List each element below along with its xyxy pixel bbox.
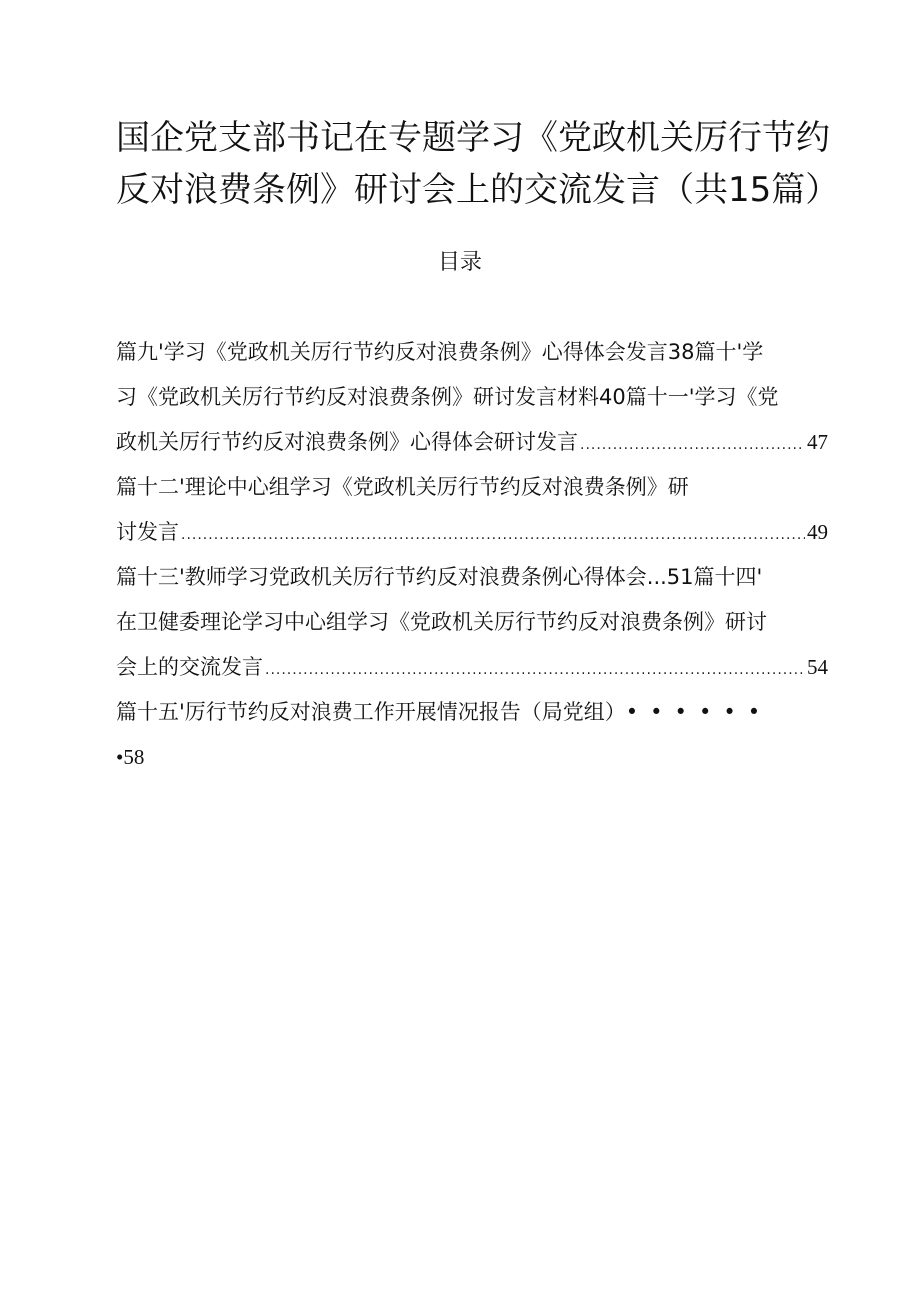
- toc-page-number: 49: [807, 520, 828, 544]
- toc-line-text: 篇九'学习《党政机关厉行节约反对浪费条例》心得体会发言38篇十'学: [116, 340, 764, 364]
- toc-line[interactable]: [116, 420, 828, 465]
- toc-line[interactable]: [116, 690, 828, 735]
- toc-line-text: 会上的交流发言: [116, 655, 263, 679]
- toc-line-text: 政机关厉行节约反对浪费条例》心得体会研讨发言: [116, 430, 578, 454]
- title-line-2: 反对浪费条例》研讨会上的交流发言（共15篇）: [116, 170, 840, 210]
- toc-line-text: 习《党政机关厉行节约反对浪费条例》研讨发言材料40篇十一'学习《党: [116, 385, 779, 409]
- toc-line-text: 讨发言: [116, 520, 179, 544]
- dot-leader: [265, 648, 805, 693]
- document-title: [116, 112, 840, 216]
- dot-leader: [580, 423, 805, 468]
- table-of-contents: [116, 330, 828, 780]
- toc-line-text: 在卫健委理论学习中心组学习《党政机关厉行节约反对浪费条例》研讨: [116, 610, 767, 634]
- title-line-1: 国企党支部书记在专题学习《党政机关厉行节约: [116, 118, 830, 158]
- toc-line[interactable]: [116, 555, 828, 600]
- toc-heading: 目录: [437, 250, 482, 275]
- toc-line-text: 篇十二'理论中心组学习《党政机关厉行节约反对浪费条例》研: [116, 475, 689, 499]
- toc-line[interactable]: [116, 465, 828, 510]
- toc-page-number: •58: [116, 745, 145, 769]
- dot-leader: ••••••: [625, 700, 773, 724]
- toc-line[interactable]: [116, 645, 828, 690]
- toc-line[interactable]: [116, 330, 828, 375]
- toc-line[interactable]: [116, 600, 828, 645]
- toc-line-text: 篇十三'教师学习党政机关厉行节约反对浪费条例心得体会...51篇十四': [116, 565, 763, 589]
- toc-line-text: 篇十五'厉行节约反对浪费工作开展情况报告（局党组）: [116, 700, 626, 724]
- toc-line[interactable]: [116, 735, 828, 780]
- dot-leader: [181, 513, 805, 558]
- toc-page-number: 47: [807, 430, 828, 454]
- toc-page-number: 54: [807, 655, 828, 679]
- toc-line[interactable]: [116, 510, 828, 555]
- toc-line[interactable]: [116, 375, 828, 420]
